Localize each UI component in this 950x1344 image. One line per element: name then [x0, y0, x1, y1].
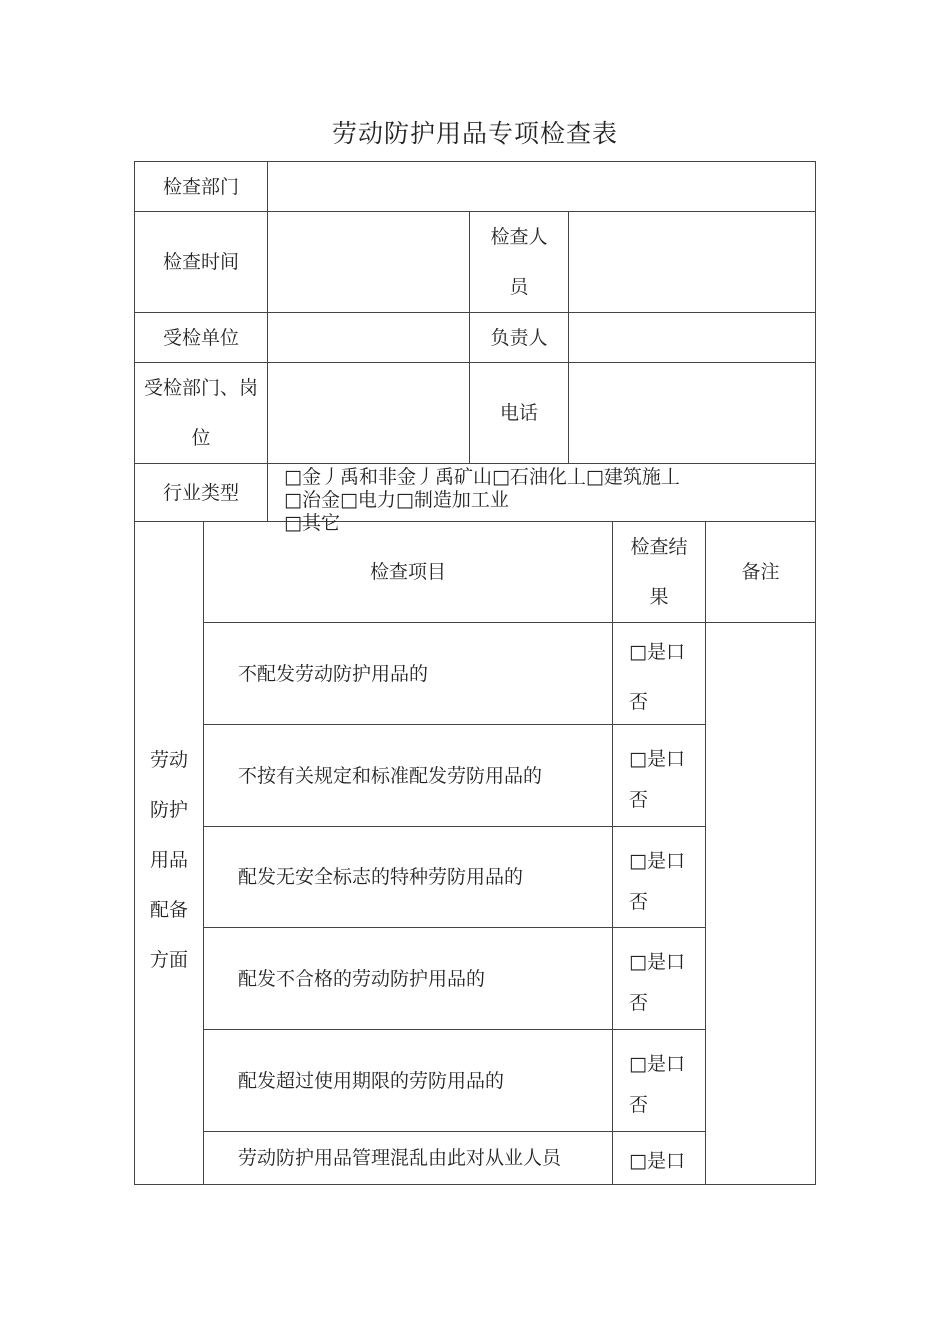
- category-line5: 方面: [149, 949, 188, 971]
- result-5-no: 否: [629, 1094, 649, 1116]
- post-value-field[interactable]: [268, 363, 469, 463]
- check-item-1: 不配发劳动防护用品的: [238, 662, 429, 685]
- result-3-yes-no: □是口: [629, 850, 685, 872]
- dept-value-field[interactable]: [268, 162, 815, 211]
- phone-label: 电话: [499, 402, 538, 424]
- industry-options-line3: □其它: [284, 512, 340, 534]
- col-note-header: 备注: [741, 561, 780, 583]
- unit-label: 受检单位: [162, 326, 239, 349]
- category-line3: 用品: [149, 849, 188, 871]
- result-4-yes-no: □是口: [629, 951, 685, 973]
- post-label-line1: 受检部门、岗: [143, 377, 258, 399]
- result-1-yes-no: □是口: [629, 641, 685, 663]
- inspector-label-line1: 检查人: [490, 226, 548, 248]
- result-2-no: 否: [629, 789, 649, 811]
- category-line1: 劳动: [149, 749, 188, 771]
- responsible-label: 负责人: [490, 326, 548, 349]
- inspector-label: [470, 212, 568, 312]
- time-value-field[interactable]: [268, 212, 469, 312]
- result-2-yes-no: □是口: [629, 748, 685, 770]
- industry-label: 行业类型: [162, 481, 239, 504]
- inspector-label-line2: 员: [509, 276, 529, 298]
- inspector-value-field[interactable]: [569, 212, 815, 312]
- result-5-yes-no: □是口: [629, 1053, 685, 1075]
- check-item-6: 劳动防护用品管理混乱由此对从业人员: [238, 1147, 562, 1169]
- dept-label: 检查部门: [162, 175, 239, 198]
- result-3-no: 否: [629, 891, 649, 913]
- industry-options[interactable]: [284, 465, 814, 534]
- check-item-3: 配发无安全标志的特种劳防用品的: [238, 866, 524, 888]
- responsible-value-field[interactable]: [569, 313, 815, 362]
- category-line4: 配备: [149, 899, 188, 921]
- result-4-no: 否: [629, 992, 649, 1014]
- col-item-header: 检查项目: [369, 561, 446, 583]
- page-title: 劳动防护用品专项检查表: [331, 119, 618, 148]
- note-field[interactable]: [706, 623, 815, 1184]
- result-6-yes-no: □是口: [629, 1150, 685, 1172]
- col-result-line1: 检查结: [630, 536, 688, 558]
- check-item-5: 配发超过使用期限的劳防用品的: [238, 1069, 505, 1092]
- time-label: 检查时间: [162, 251, 239, 273]
- category-line2: 防护: [149, 799, 188, 821]
- post-label: [135, 363, 267, 463]
- industry-options-line1: □金丿禹和非金丿禹矿山□石油化丄□建筑施丄: [284, 466, 680, 488]
- category-label: [135, 735, 203, 985]
- post-label-line2: 位: [191, 427, 211, 449]
- phone-value-field[interactable]: [569, 363, 815, 463]
- result-1-no: 否: [629, 691, 649, 713]
- industry-options-line2: □治金□电力□制造加工业: [284, 489, 509, 511]
- col-result-line2: 果: [649, 586, 669, 608]
- unit-value-field[interactable]: [268, 313, 469, 362]
- check-item-4: 配发不合格的劳动防护用品的: [238, 967, 486, 990]
- check-item-2: 不按有关规定和标准配发劳防用品的: [238, 764, 543, 787]
- col-result-header: [613, 522, 705, 622]
